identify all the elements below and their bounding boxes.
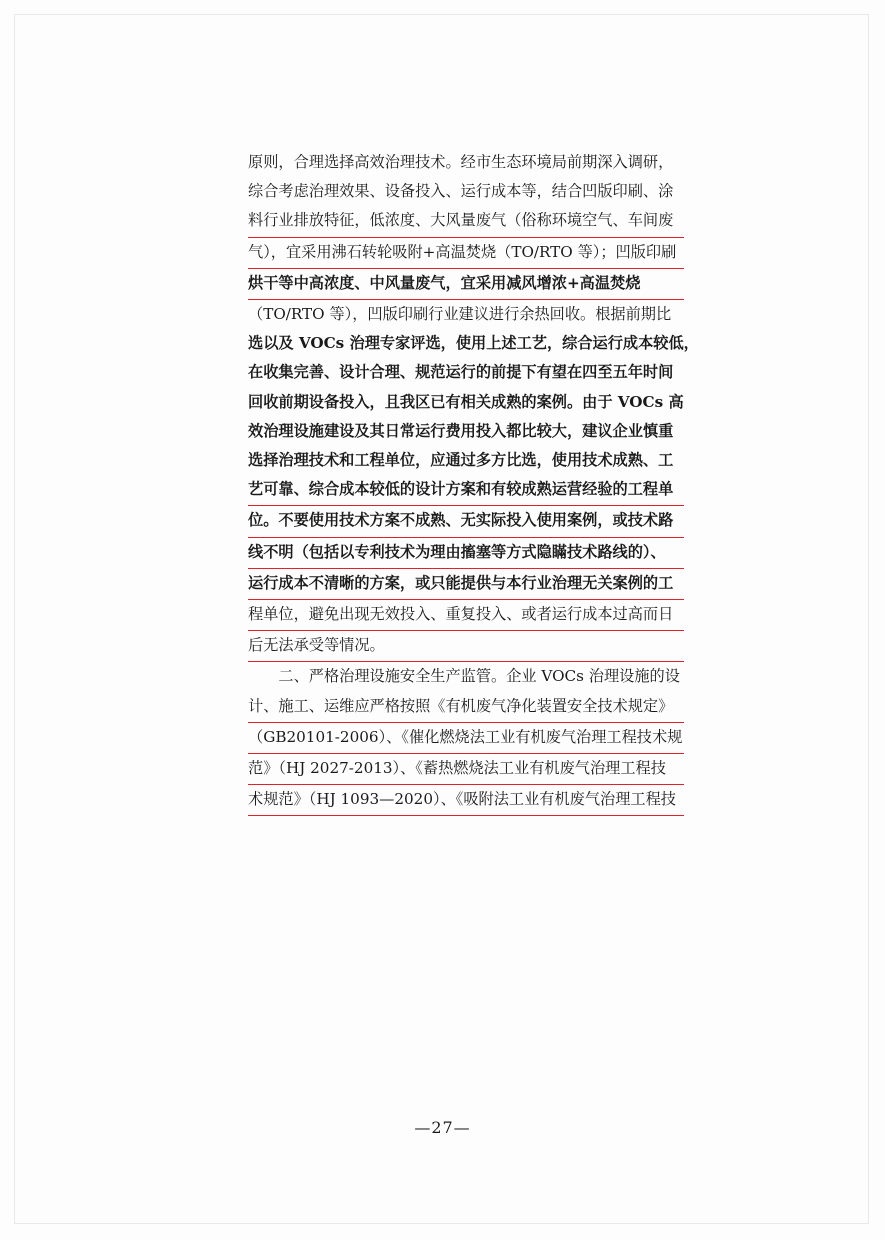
text-line: （TO/RTO 等），凹版印刷行业建议进行余热回收。根据前期比: [248, 305, 672, 324]
text-line: 选以及 VOCs 治理专家评选，使用上述工艺，综合运行成本较低，: [248, 334, 699, 353]
text-line-highlighted: 料行业排放特征，低浓度、大风量废气（俗称环境空气、车间废: [248, 206, 684, 237]
text-line-highlighted: 气），宜采用沸石转轮吸附+高温焚烧（TO/RTO 等）；凹版印刷: [248, 238, 684, 269]
text-line: 效治理设施建设及其日常运行费用投入都比较大，建议企业慎重: [248, 421, 674, 440]
text-line: 综合考虑治理效果、设备投入、运行成本等，结合凹版印刷、涂: [248, 182, 674, 201]
text-line-highlighted: 烘干等中高浓度、中风量废气，宜采用减风增浓+高温焚烧: [248, 269, 684, 300]
text-line-highlighted: 艺可靠、综合成本较低的设计方案和有较成熟运营经验的工程单: [248, 475, 684, 506]
text-line-highlighted: 后无法承受等情况。: [248, 631, 684, 662]
text-line: 回收前期设备投入，且我区已有相关成熟的案例。由于 VOCs 高: [248, 392, 684, 411]
text-line-highlighted: 线不明（包括以专利技术为理由搐塞等方式隐瞞技术路线的）、: [248, 538, 684, 569]
document-body: [248, 148, 699, 816]
text-line-highlighted: 位。不要使用技术方案不成熟、无实际投入使用案例，或技术路: [248, 506, 684, 537]
text-line-highlighted: 计、施工、运维应严格按照《有机废气净化装置安全技术规定》: [248, 692, 684, 723]
text-line-highlighted: 范》（HJ 2027-2013）、《蓄热燃烧法工业有机废气治理工程技: [248, 754, 684, 785]
paragraph-2: [248, 662, 684, 816]
text-line: 原则，合理选择高效治理技术。经市生态环境局前期深入调研，: [248, 153, 674, 171]
text-line-highlighted: 程单位，避免出现无效投入、重复投入、或者运行成本过高而日: [248, 600, 684, 631]
text-line: 二、严格治理设施安全生产监管。企业 VOCs 治理设施的设: [278, 667, 680, 686]
text-line: 在收集完善、设计合理、规范运行的前提下有望在四至五年时间: [248, 363, 674, 382]
text-line-highlighted: 运行成本不清晰的方案，或只能提供与本行业治理无关案例的工: [248, 569, 684, 600]
paragraph-1: [248, 148, 699, 662]
text-line-highlighted: （GB20101-2006）、《催化燃烧法工业有机废气治理工程技术规: [248, 723, 684, 754]
page-number: —27—: [414, 1118, 471, 1137]
text-line-highlighted: 术规范》（HJ 1093—2020）、《吸附法工业有机废气治理工程技: [248, 785, 684, 816]
text-line: 选择治理技术和工程单位，应通过多方比选，使用技术成熟、工: [248, 451, 674, 470]
